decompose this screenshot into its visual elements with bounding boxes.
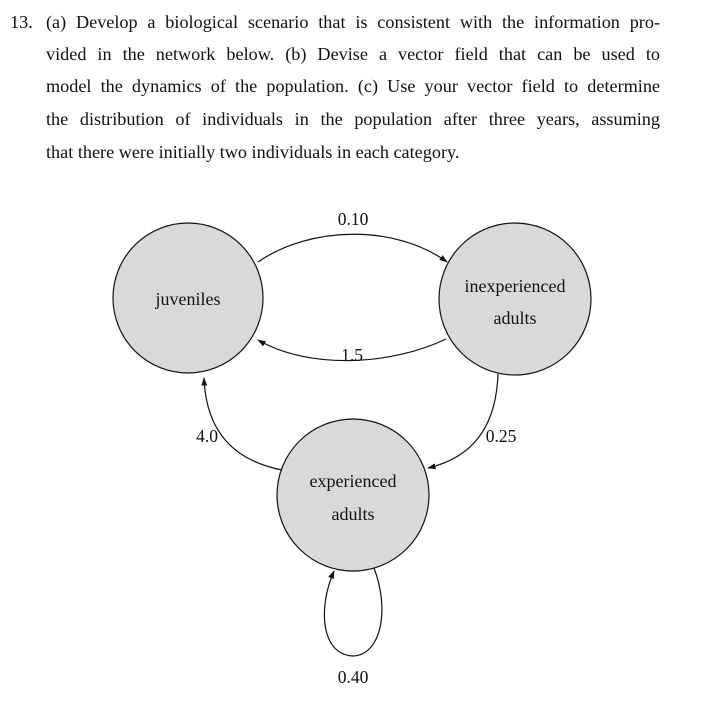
problem-line-2: vided in the network below. (b) Devise a vector field that can be used to (46, 44, 660, 64)
node-experienced-adults (277, 419, 429, 571)
node-inexperienced-adults (439, 223, 591, 375)
rate-label-experienced-self: 0.40 (337, 667, 369, 687)
label-inexperienced: inexperienced (464, 276, 566, 296)
edge-experienced-to-juveniles (204, 378, 282, 470)
problem-line-4: the distribution of individuals in the population after three years, assuming (46, 109, 660, 129)
problem-number: 13. (10, 12, 33, 32)
label-juveniles: juveniles (155, 289, 221, 309)
problem-line-3: model the dynamics of the population. (c) Use your vector field to determine (46, 76, 660, 96)
rate-label-inexperienced-to-juveniles: 1.5 (341, 345, 363, 365)
label-inexperienced-adults: adults (493, 308, 537, 328)
edge-inexperienced-to-experienced (428, 374, 498, 468)
label-experienced-adults: adults (331, 504, 375, 524)
rate-label-juveniles-to-inexperienced: 0.10 (337, 209, 369, 229)
rate-label-experienced-to-juveniles: 4.0 (196, 426, 218, 446)
edge-experienced-self-loop (324, 568, 382, 656)
label-experienced: experienced (309, 471, 397, 491)
edge-juveniles-to-inexperienced (258, 234, 447, 262)
problem-line-1: (a) Develop a biological scenario that is consistent with the information pro- (46, 12, 660, 32)
rate-label-inexperienced-to-experienced: 0.25 (485, 426, 517, 446)
problem-line-5: that there were initially two individuals in each category. (46, 142, 460, 162)
